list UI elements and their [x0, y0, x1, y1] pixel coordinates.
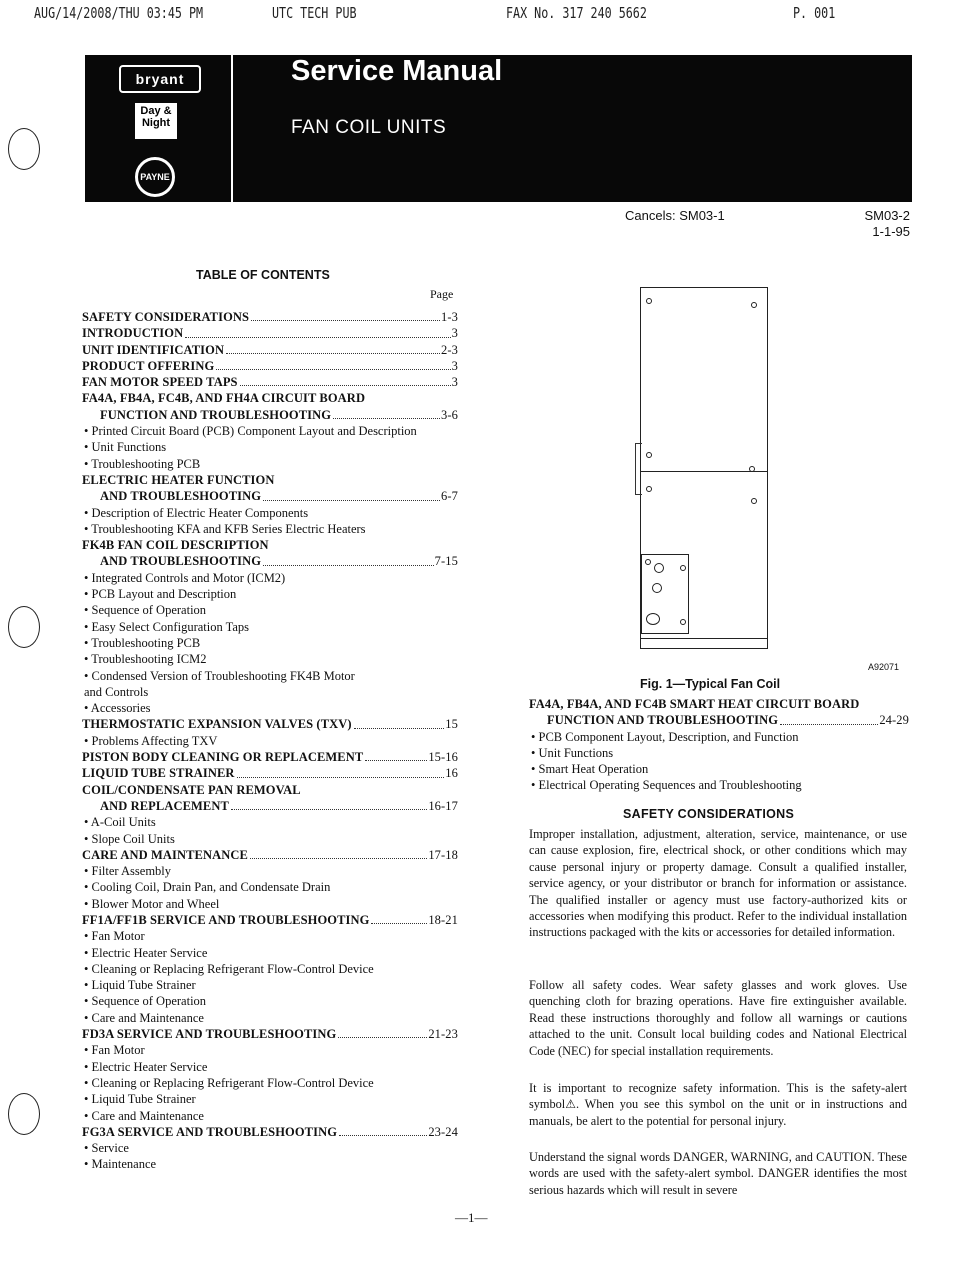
toc-subitem: • Cooling Coil, Drain Pan, and Condensate Drain — [84, 880, 331, 895]
figure-number: A92071 — [868, 662, 900, 672]
toc-subitem: • Troubleshooting PCB — [84, 456, 201, 471]
cancels-note: Cancels: SM03-1 — [625, 208, 725, 223]
safety-alert-icon: ⚠ — [565, 1097, 576, 1112]
fax-datetime: AUG/14/2008/THU 03:45 PM — [34, 4, 204, 22]
toc-entry — [82, 488, 458, 504]
brand-logo-column — [85, 55, 233, 202]
table-of-contents-continued — [529, 696, 909, 794]
toc-subitem: • Maintenance — [84, 1157, 157, 1172]
toc-subitem: • Electric Heater Service — [84, 1059, 208, 1074]
toc-subitem: • Smart Heat Operation — [531, 762, 649, 777]
fan-coil-drawing — [640, 287, 768, 649]
toc-entry — [529, 712, 909, 728]
fax-number: FAX No. 317 240 5662 — [506, 4, 647, 22]
toc-subitem: • Unit Functions — [84, 440, 167, 455]
screw-icon — [646, 298, 652, 304]
toc-entry-label: AND TROUBLESHOOTING — [100, 489, 262, 504]
toc-entry-page: 16 — [445, 766, 458, 781]
bryant-logo: bryant — [119, 65, 201, 93]
toc-entry — [82, 716, 458, 732]
toc-entry — [82, 407, 458, 423]
fitting-icon — [654, 563, 664, 573]
safety-paragraph-2: Follow all safety codes. Wear safety glasses and work gloves. Use quenching cloth for brazing operations. Have fire extinguisher available. Read these instructions thoroughly and follow all warnings or cautions attached to the unit. Consult local building codes and National Electrical Code (NEC) for special installation requirements. — [529, 978, 907, 1058]
toc-entry-page: 6-7 — [441, 489, 458, 504]
toc-subitem: • Slope Coil Units — [84, 831, 175, 846]
toc-subitem: • Troubleshooting PCB — [84, 635, 201, 650]
toc-entry-page: 17-18 — [428, 847, 458, 862]
toc-subitem: • Accessories — [84, 701, 151, 716]
fax-page: P. 001 — [793, 4, 836, 22]
page-number: —1— — [455, 1210, 488, 1225]
toc-subitem: • Condensed Version of Troubleshooting FK4B Motor — [84, 668, 355, 683]
coil-base-line — [641, 638, 767, 639]
toc-section-heading: FK4B FAN COIL DESCRIPTION — [82, 538, 269, 553]
toc-subitem: • Easy Select Configuration Taps — [84, 619, 250, 634]
toc-entry-page: 3-6 — [441, 407, 458, 422]
screw-icon — [645, 559, 651, 565]
toc-leader-dots — [226, 353, 440, 354]
toc-leader-dots — [338, 1037, 427, 1038]
toc-subitem: • PCB Layout and Description — [84, 587, 237, 602]
manual-title: Service Manual — [291, 55, 503, 87]
day-night-logo: Day & Night — [135, 103, 177, 139]
toc-entry-page: 7-15 — [434, 554, 458, 569]
toc-subitem: • Problems Affecting TXV — [84, 733, 218, 748]
toc-subitem: • Service — [84, 1141, 129, 1156]
toc-leader-dots — [240, 385, 451, 386]
manual-header-banner — [85, 55, 912, 202]
toc-entry-page: 15-16 — [428, 750, 458, 765]
toc-entry-page: 3 — [451, 326, 458, 341]
toc-subitem: • Sequence of Operation — [84, 994, 207, 1009]
toc-entry-label: LIQUID TUBE STRAINER — [82, 766, 235, 781]
toc-entry-label: INTRODUCTION — [82, 326, 184, 341]
toc-subitem: • Filter Assembly — [84, 864, 172, 879]
toc-entry — [82, 342, 458, 358]
toc-entry-label: FUNCTION AND TROUBLESHOOTING — [547, 713, 779, 728]
toc-entry — [82, 374, 458, 390]
toc-entry — [82, 1026, 458, 1042]
toc-leader-dots — [216, 369, 450, 370]
toc-subitem: • Cleaning or Replacing Refrigerant Flow-Control Device — [84, 1075, 374, 1090]
toc-page-label: Page — [430, 287, 454, 301]
toc-entry — [82, 358, 458, 374]
toc-subitem: and Controls — [84, 684, 149, 699]
toc-entry-label: AND REPLACEMENT — [100, 798, 229, 813]
safety-paragraph-3-end: . When you see this symbol on the unit or in instructions and manuals, be alert to the potential for personal injury. — [529, 1097, 907, 1128]
toc-entry-label: FG3A SERVICE AND TROUBLESHOOTING — [82, 1124, 338, 1139]
safety-paragraph-3-start: It is important to recognize safety information. This is the safety-alert symbol — [529, 1081, 907, 1112]
document-code: SM03-2 — [864, 208, 910, 223]
toc-entry-page: 15 — [445, 717, 458, 732]
screw-icon — [646, 452, 652, 458]
binder-hole-bottom — [8, 1093, 40, 1135]
toc-leader-dots — [339, 1135, 427, 1136]
screw-icon — [680, 619, 686, 625]
document-date: 1-1-95 — [872, 224, 910, 239]
toc-entry-page: 3 — [451, 358, 458, 373]
toc-leader-dots — [251, 320, 440, 321]
toc-subitem: • Fan Motor — [84, 1043, 145, 1058]
toc-subitem: • Liquid Tube Strainer — [84, 1092, 196, 1107]
coil-side-bracket — [635, 443, 642, 495]
toc-entry-label: FAN MOTOR SPEED TAPS — [82, 375, 238, 390]
toc-section-heading: FA4A, FB4A, FC4B, AND FH4A CIRCUIT BOARD — [82, 391, 366, 406]
toc-leader-dots — [354, 728, 445, 729]
toc-subitem: • Cleaning or Replacing Refrigerant Flow-Control Device — [84, 961, 374, 976]
toc-leader-dots — [371, 923, 427, 924]
toc-section-heading: FA4A, FB4A, AND FC4B SMART HEAT CIRCUIT BOARD — [529, 697, 860, 711]
toc-subitem: • Description of Electric Heater Components — [84, 505, 309, 520]
toc-entry-page: 2-3 — [441, 342, 458, 357]
toc-entry-label: AND TROUBLESHOOTING — [100, 554, 262, 569]
toc-subitem: • A-Coil Units — [84, 815, 156, 830]
toc-entry-label: FD3A SERVICE AND TROUBLESHOOTING — [82, 1027, 337, 1042]
toc-subitem: • Troubleshooting ICM2 — [84, 652, 207, 667]
safety-paragraph-1: Improper installation, adjustment, alteration, service, maintenance, or use can cause explosion, fire, electrical shock, or other conditions which may cause personal injury or property damage. Consult a qualified installer, service agency, or your distributor or branch for information or assistance. The qualified installer or agency must use factory-authorized kits or accessories when modifying this product. Refer to the individual installation instructions packaged with the kits or accessories for detailed information. — [529, 827, 907, 940]
toc-subitem: • Printed Circuit Board (PCB) Component Layout and Description — [84, 424, 417, 439]
safety-paragraph-4: Understand the signal words DANGER, WARNING, and CAUTION. These words are used with the safety-alert symbol. DANGER identifies the most serious hazards which will result in severe — [529, 1150, 907, 1197]
payne-logo: PAYNE — [135, 157, 175, 197]
toc-entry-page: 23-24 — [428, 1124, 458, 1139]
toc-entry — [82, 1124, 458, 1140]
toc-leader-dots — [185, 337, 450, 338]
toc-entry-page: 16-17 — [428, 798, 458, 813]
toc-subitem: • Unit Functions — [531, 745, 614, 760]
fax-company: UTC TECH PUB — [272, 4, 357, 22]
toc-entry — [82, 749, 458, 765]
screw-icon — [680, 565, 686, 571]
toc-subitem: • Blower Motor and Wheel — [84, 896, 220, 911]
safety-heading: SAFETY CONSIDERATIONS — [623, 807, 795, 821]
toc-section-heading: ELECTRIC HEATER FUNCTION — [82, 472, 275, 487]
toc-entry-label: CARE AND MAINTENANCE — [82, 847, 248, 862]
toc-entry — [82, 309, 458, 325]
toc-leader-dots — [263, 565, 434, 566]
table-of-contents — [82, 309, 458, 1173]
toc-leader-dots — [263, 500, 440, 501]
toc-entry-page: 21-23 — [428, 1027, 458, 1042]
toc-entry — [82, 325, 458, 341]
binder-hole-middle — [8, 606, 40, 648]
toc-entry-page: 18-21 — [428, 912, 458, 927]
binder-hole-top — [8, 128, 40, 170]
toc-entry — [82, 765, 458, 781]
safety-paragraph-3 — [529, 1080, 907, 1129]
document-number — [820, 208, 910, 240]
toc-subitem: • Troubleshooting KFA and KFB Series Electric Heaters — [84, 521, 366, 536]
toc-entry-label: FF1A/FF1B SERVICE AND TROUBLESHOOTING — [82, 912, 370, 927]
toc-entry-page: 1-3 — [441, 310, 458, 324]
toc-entry-page: 24-29 — [879, 713, 909, 728]
toc-entry — [82, 553, 458, 569]
toc-entry-label: FUNCTION AND TROUBLESHOOTING — [100, 407, 332, 422]
toc-entry-label: UNIT IDENTIFICATION — [82, 342, 225, 357]
toc-subitem: • Fan Motor — [84, 929, 145, 944]
screw-icon — [646, 486, 652, 492]
coil-panel-divider — [641, 471, 767, 472]
fitting-icon — [646, 613, 660, 625]
toc-subitem: • Liquid Tube Strainer — [84, 978, 196, 993]
toc-leader-dots — [333, 418, 440, 419]
toc-subitem: • Integrated Controls and Motor (ICM2) — [84, 570, 286, 585]
figure-caption: Fig. 1—Typical Fan Coil — [640, 677, 781, 691]
toc-subitem: • Electric Heater Service — [84, 945, 208, 960]
toc-subitem: • Electrical Operating Sequences and Troubleshooting — [531, 778, 802, 793]
toc-subitem: • Care and Maintenance — [84, 1108, 204, 1123]
screw-icon — [751, 498, 757, 504]
toc-leader-dots — [250, 858, 427, 859]
toc-entry-label: THERMOSTATIC EXPANSION VALVES (TXV) — [82, 717, 352, 732]
toc-subitem: • Sequence of Operation — [84, 603, 207, 618]
toc-entry — [82, 847, 458, 863]
screw-icon — [751, 302, 757, 308]
toc-title: TABLE OF CONTENTS — [196, 268, 330, 282]
fitting-icon — [652, 583, 662, 593]
toc-leader-dots — [237, 777, 445, 778]
toc-entry-page: 3 — [451, 375, 458, 390]
toc-subitem: • PCB Component Layout, Description, and Function — [531, 729, 799, 744]
toc-entry-label: PRODUCT OFFERING — [82, 358, 215, 373]
manual-subtitle: FAN COIL UNITS — [291, 117, 447, 138]
toc-leader-dots — [365, 760, 427, 761]
toc-entry — [82, 798, 458, 814]
toc-entry-label: PISTON BODY CLEANING OR REPLACEMENT — [82, 750, 364, 765]
toc-entry — [82, 912, 458, 928]
coil-access-box — [641, 554, 689, 634]
toc-entry-label: SAFETY CONSIDERATIONS — [82, 310, 250, 324]
toc-subitem: • Care and Maintenance — [84, 1010, 204, 1025]
toc-leader-dots — [231, 809, 427, 810]
toc-leader-dots — [780, 724, 878, 725]
toc-section-heading: COIL/CONDENSATE PAN REMOVAL — [82, 782, 301, 797]
